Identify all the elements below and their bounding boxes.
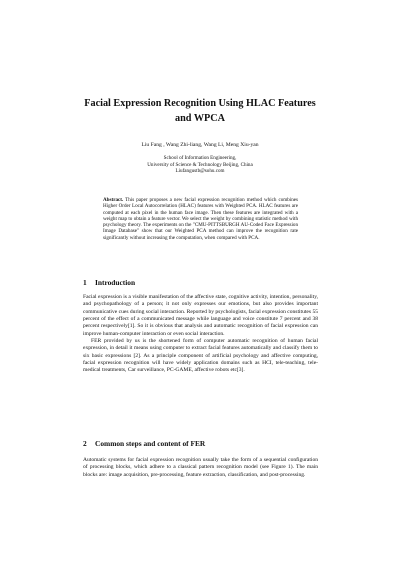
paragraph: Automatic systems for facial expression recognition usually take the form of a sequential configuration of processing blocks, which adhere to a classical pattern recognition model (see Figure 1). The main blocks are: image acquisition, pre-processing, feature extraction, classification, and post-processing. (83, 457, 318, 478)
title-line-1: Facial Expression Recognition Using HLAC Features (84, 98, 316, 109)
section-body-introduction (83, 294, 318, 375)
section-body-common-steps (83, 457, 318, 479)
paragraph: Facial expression is a visible manifestation of the affective state, cognitive activity, intention, personality, and psychopathology of a person; it not only expresses our emotions, but also provides important communicative cues during social interaction. Reported by psychologists, facial expression constitutes 55 percent of the effect of a communicated message while language and voice constitute 7 percent and 38 percent respectively[1]. So it is obvious that analysis and automatic recognition of facial expression can improve human-computer interaction or even social interaction. (83, 294, 318, 337)
section-number: 1 (83, 278, 87, 287)
affiliation (40, 155, 360, 175)
affiliation-dept: School of Information Engineering, (163, 155, 237, 161)
affiliation-univ: University of Science & Technology Beijing, China (147, 161, 253, 168)
author-list: Liu Fang , Wang Zhi-liang, Wang Li, Meng Xiu-yan (141, 142, 259, 148)
section-heading-common-steps (83, 439, 205, 448)
paper-title (60, 96, 340, 126)
title-line-2: and WPCA (175, 113, 225, 124)
abstract (103, 197, 298, 241)
paragraph: FER provided by us is the shortened form of computer automatic recognition of human facial expression, in detail it means using computer to extract facial features automatically and classify them to six basic expressions [2]. As a principle component of artificial psychology and affective computing, facial expression recognition will have widely application domains such as HCI, tele-teaching, tele-medical treatments, Car surveillance, PC-GAME, affective robots etc[3]. (83, 338, 318, 374)
section-title: Common steps and content of FER (95, 439, 206, 448)
author-email: Liufangustb@sohu.com (175, 168, 225, 175)
abstract-text: This paper proposes a new facial expression recognition method which combines Higher Order Local Autocorrelation (HLAC) features with Weighted PCA. HLAC features are computed at each pixel in the human face image. Then these features are integrated with a weight map to obtain a feature vector. We select the weight by combining statistic method with psychology theory. The experiments on the "CMU-PITTSBURGH AU-Coded Face Expression Image Database" show that our Weighted PCA method can improve the recognition rate significantly without increasing the computation, when compared with PCA. (103, 197, 298, 241)
section-heading-introduction (83, 278, 135, 287)
section-title: Introduction (95, 278, 136, 287)
section-number: 2 (83, 439, 87, 448)
abstract-label: Abstract. (103, 197, 124, 203)
